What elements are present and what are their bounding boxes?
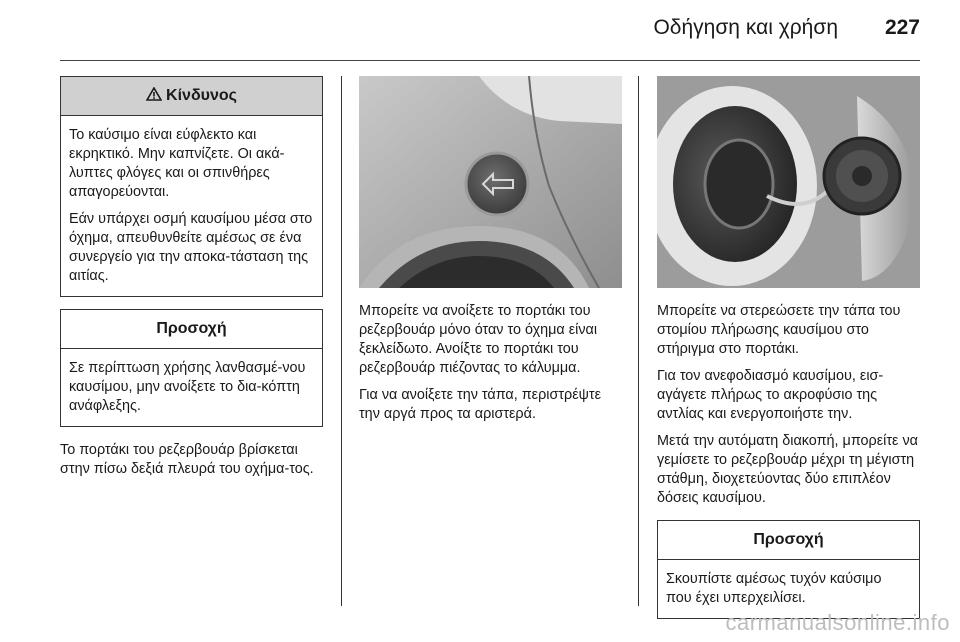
caution-2-paragraph: Σκουπίστε αμέσως τυχόν καύσιμο που έχει υπερχειλίσει. xyxy=(666,571,882,606)
caution-box-1-header: Προσοχή xyxy=(61,310,322,349)
caution-box-2-header: Προσοχή xyxy=(658,521,919,560)
col3-body-text xyxy=(657,302,920,508)
section-title: Οδήγηση και χρήση xyxy=(653,16,838,39)
caution-box-2 xyxy=(657,520,920,619)
column-divider-1 xyxy=(341,76,342,606)
col3-paragraph-3: Μετά την αυτόματη διακοπή, μπορείτε να γεμίσετε το ρεζερβουάρ μέχρι τη μέγιστη στάθμη, διοχετεύοντας δύο επιπλέον δόσεις καυσίμου. xyxy=(657,433,918,506)
col3-paragraph-2: Για τον ανεφοδιασμό καυσίμου, εισ-αγάγετε πλήρως το ακροφύσιο της αντλίας και ενεργοποιήστε την. xyxy=(657,368,884,422)
danger-body xyxy=(61,116,322,296)
danger-title: Κίνδυνος xyxy=(166,87,237,104)
fuel-door-closed-photo xyxy=(359,76,622,288)
col2-paragraph-2: Για να ανοίξετε την τάπα, περιστρέψτε την αργά προς τα αριστερά. xyxy=(359,387,601,422)
col2-paragraph-1: Μπορείτε να ανοίξετε το πορτάκι του ρεζερβουάρ μόνο όταν το όχημα είναι ξεκλείδωτο. Ανοίξτε το πορτάκι του ρεζερβουάρ πιέζοντας το κάλυμμα. xyxy=(359,303,598,376)
caution-box-1 xyxy=(60,309,323,427)
danger-box-header xyxy=(61,77,322,116)
column-2 xyxy=(359,76,622,432)
column-1 xyxy=(60,76,323,487)
page-number: 227 xyxy=(884,16,920,39)
watermark: carmanualsonline.info xyxy=(725,610,950,635)
danger-paragraph-1: Το καύσιμο είναι εύφλεκτο και εκρηκτικό. Μην καπνίζετε. Οι ακά-λυπτες φλόγες και οι σπινθήρες απαγορεύονται. xyxy=(69,127,285,200)
col1-body-text xyxy=(60,441,323,479)
caution-1-paragraph: Σε περίπτωση χρήσης λανθασμέ-νου καυσίμου, μην ανοίξετε το δια-κόπτη ανάφλεξης. xyxy=(69,360,306,414)
header-divider xyxy=(60,60,920,61)
page-header xyxy=(0,0,960,60)
column-divider-2 xyxy=(638,76,639,606)
danger-box xyxy=(60,76,323,297)
warning-triangle-icon xyxy=(146,87,162,105)
col3-paragraph-1: Μπορείτε να στερεώσετε την τάπα του στομίου πλήρωσης καυσίμου στο στήριγμα στο πορτάκι. xyxy=(657,303,901,357)
col2-body-text xyxy=(359,302,622,424)
caution-box-1-body xyxy=(61,349,322,426)
col1-paragraph: Το πορτάκι του ρεζερβουάρ βρίσκεται στην πίσω δεξιά πλευρά του οχήμα-τος. xyxy=(60,442,314,477)
fuel-cap-open-photo xyxy=(657,76,920,288)
column-3 xyxy=(657,76,920,619)
danger-paragraph-2: Εάν υπάρχει οσμή καυσίμου μέσα στο όχημα, απευθυνθείτε αμέσως σε ένα συνεργείο για την αποκα-τάσταση της αιτίας. xyxy=(69,211,313,284)
